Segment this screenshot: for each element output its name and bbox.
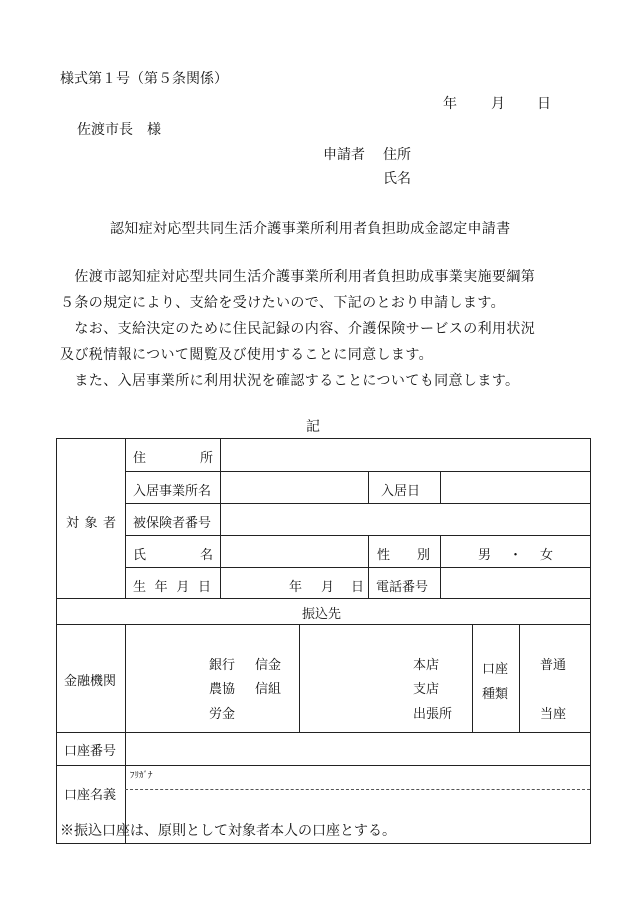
current-option[interactable]: 当座 <box>540 707 567 722</box>
name-field[interactable] <box>221 536 368 567</box>
date-month-label: 月 <box>491 96 505 112</box>
financial-institution-label: 金融機関 <box>64 674 117 689</box>
branch-option[interactable]: 支店 <box>413 682 440 697</box>
insured-number-label: 被保険者番号 <box>133 516 212 531</box>
form-number: 様式第１号（第５条関係） <box>60 71 228 87</box>
move-in-date-field[interactable] <box>441 472 590 503</box>
account-number-field[interactable] <box>126 733 590 765</box>
body-line: 及び税情報について閲覧及び使用することに同意します。 <box>60 347 433 363</box>
shinkin-option[interactable]: 信金 <box>255 658 282 673</box>
document-title: 認知症対応型共同生活介護事業所利用者負担助成金認定申請書 <box>110 221 511 237</box>
bank-option[interactable]: 銀行 <box>209 658 236 673</box>
account-type-label: 種類 <box>482 687 509 702</box>
roukin-option[interactable]: 労金 <box>209 707 236 722</box>
name-label: 氏 名 <box>133 548 213 563</box>
applicant-name-label: 氏名 <box>383 171 411 187</box>
account-type-label: 口座 <box>482 662 509 677</box>
transfer-header: 振込先 <box>302 607 342 622</box>
body-line: なお、支給決定のために住民記録の内容、介護保険サービスの利用状況 <box>60 321 536 337</box>
insured-number-field[interactable] <box>221 504 590 535</box>
gender-separator: ・ <box>509 548 523 563</box>
birth-year-label: 年 <box>289 580 303 595</box>
birth-month-label: 月 <box>321 580 335 595</box>
birth-day-label: 日 <box>351 580 365 595</box>
addressee: 佐渡市長 様 <box>77 122 161 138</box>
body-line: また、入居事業所に利用状況を確認することについても同意します。 <box>60 373 520 389</box>
birthdate-label: 生 年 月 日 <box>133 580 211 595</box>
applicant-label: 申請者 <box>323 147 365 163</box>
subject-label: 対 象 者 <box>66 516 116 531</box>
applicant-address-label: 住所 <box>383 147 411 163</box>
gender-male-option[interactable]: 男 <box>478 548 492 563</box>
account-holder-label: 口座名義 <box>64 788 117 803</box>
phone-field[interactable] <box>441 568 590 598</box>
gender-female-option[interactable]: 女 <box>540 548 554 563</box>
phone-label: 電話番号 <box>376 580 429 595</box>
main-branch-option[interactable]: 本店 <box>413 658 440 673</box>
furigana-field[interactable] <box>126 766 590 789</box>
account-number-label: 口座番号 <box>64 744 117 759</box>
body-line: ５条の規定により、支給を受けたいので、下記のとおり申請します。 <box>60 295 505 311</box>
gender-label: 性 別 <box>377 548 430 563</box>
ordinary-option[interactable]: 普通 <box>540 658 567 673</box>
ki-label: 記 <box>306 419 320 435</box>
address-field[interactable] <box>221 439 590 471</box>
office-option[interactable]: 出張所 <box>413 707 453 722</box>
furigana-label: ﾌﾘｶﾞﾅ <box>130 771 153 781</box>
footnote: ※振込口座は、原則として対象者本人の口座とする。 <box>60 823 396 839</box>
address-label: 住 所 <box>133 451 213 466</box>
shinkumi-option[interactable]: 信組 <box>255 682 282 697</box>
noukyou-option[interactable]: 農協 <box>209 682 236 697</box>
move-in-date-label: 入居日 <box>381 484 421 499</box>
date-day-label: 日 <box>537 96 551 112</box>
body-text <box>60 264 588 394</box>
body-line: 佐渡市認知症対応型共同生活介護事業所利用者負担助成事業実施要綱第 <box>60 269 536 285</box>
date-year-label: 年 <box>443 96 457 112</box>
facility-label: 入居事業所名 <box>133 484 212 499</box>
facility-field[interactable] <box>221 472 368 503</box>
